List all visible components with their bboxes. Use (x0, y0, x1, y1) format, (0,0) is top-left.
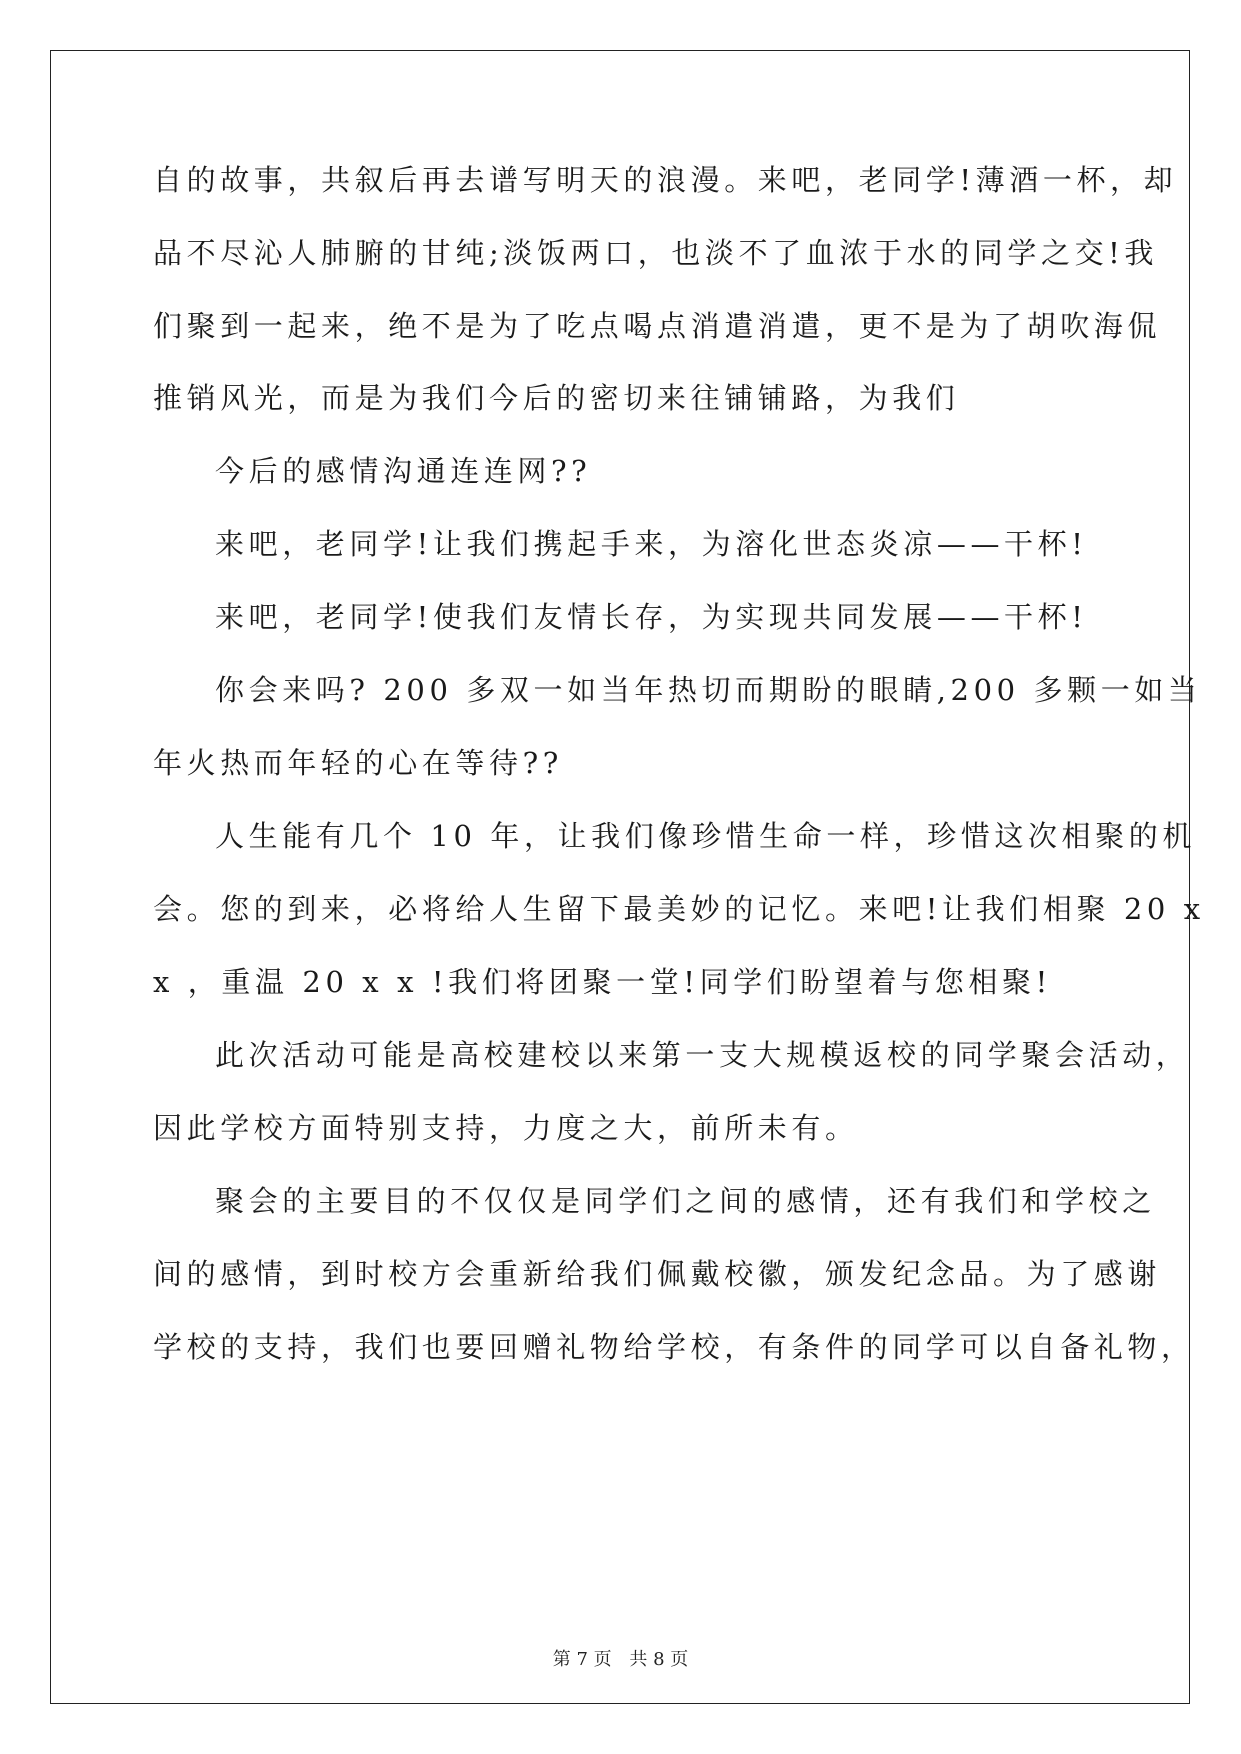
text-line-16: 间的感情，到时校方会重新给我们佩戴校徽，颁发纪念品。为了感谢 (153, 1257, 1162, 1291)
text-line-2: 品不尽沁人肺腑的甘纯;淡饭两口，也淡不了血浓于水的同学之交!我 (153, 236, 1159, 270)
text-line-13: 此次活动可能是高校建校以来第一支大规模返校的同学聚会活动， (215, 1038, 1190, 1072)
page-total: 共 8 页 (629, 1649, 689, 1670)
page-border (50, 50, 1190, 1704)
text-line-4: 推销风光，而是为我们今后的密切来往铺铺路，为我们 (153, 381, 960, 415)
page-footer (0, 1645, 1241, 1671)
text-line-10: 人生能有几个 10 年，让我们像珍惜生命一样，珍惜这次相聚的机 (215, 819, 1196, 853)
text-line-3: 们聚到一起来，绝不是为了吃点喝点消遣消遣，更不是为了胡吹海侃 (153, 309, 1162, 343)
page-number: 第 7 页 (552, 1649, 612, 1670)
text-line-15: 聚会的主要目的不仅仅是同学们之间的感情，还有我们和学校之 (215, 1184, 1156, 1218)
text-line-8: 你会来吗? 200 多双一如当年热切而期盼的眼睛,200 多颗一如当 (215, 673, 1202, 707)
text-line-14: 因此学校方面特别支持，力度之大，前所未有。 (153, 1111, 859, 1145)
text-line-6: 来吧，老同学!让我们携起手来，为溶化世态炎凉——干杯! (215, 527, 1088, 561)
text-line-12: x ，重温 20 x x !我们将团聚一堂!同学们盼望着与您相聚! (153, 965, 1052, 999)
text-line-1: 自的故事，共叙后再去谱写明天的浪漫。来吧，老同学!薄酒一杯，却 (153, 163, 1178, 197)
text-line-5: 今后的感情沟通连连网?? (215, 454, 592, 488)
text-line-17: 学校的支持，我们也要回赠礼物给学校，有条件的同学可以自备礼物， (153, 1330, 1195, 1364)
text-line-9: 年火热而年轻的心在等待?? (153, 746, 563, 780)
text-line-7: 来吧，老同学!使我们友情长存，为实现共同发展——干杯! (215, 600, 1088, 634)
text-line-11: 会。您的到来，必将给人生留下最美妙的记忆。来吧!让我们相聚 20 x (153, 892, 1205, 926)
